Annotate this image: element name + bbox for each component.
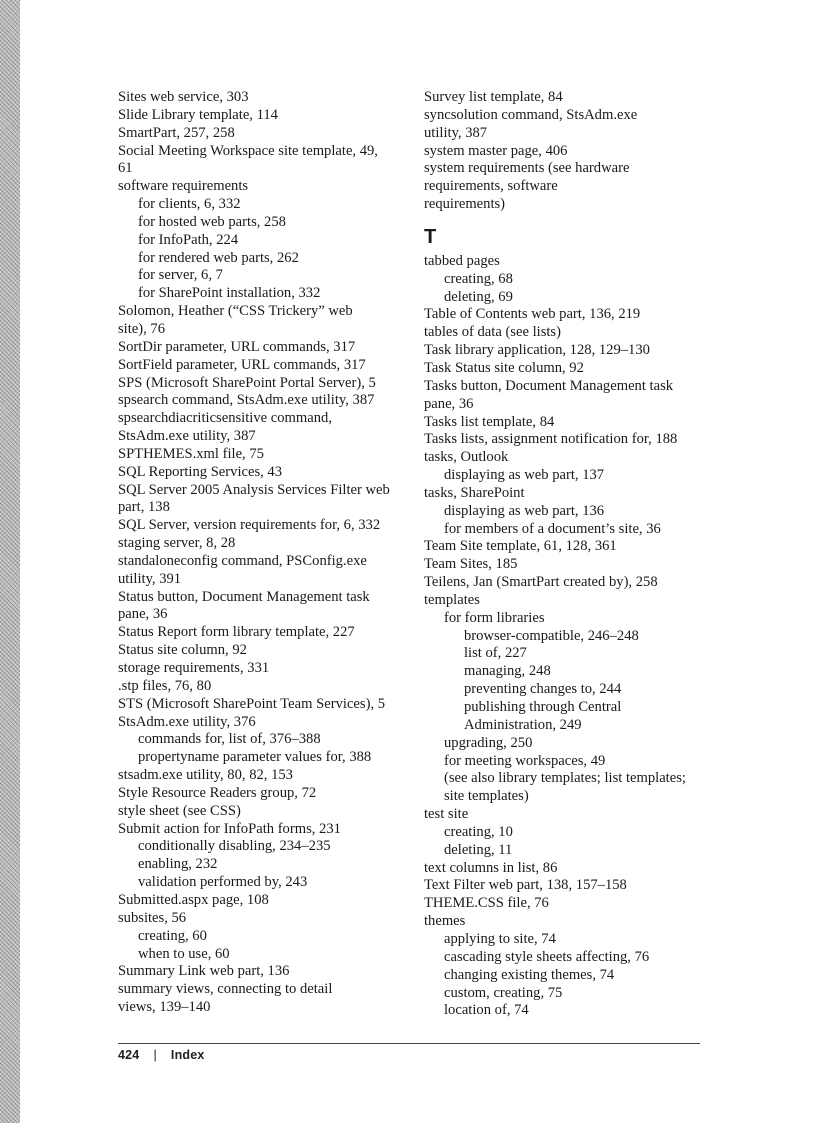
index-subentry xyxy=(424,503,724,521)
entry-text: displaying as web part, 136 xyxy=(444,502,605,519)
entry-text: cascading style sheets affecting, 76 xyxy=(444,948,650,965)
entry-text: for clients, 6, 332 xyxy=(138,196,241,213)
entry-continuation: Administration, 249 xyxy=(464,716,582,733)
entry-text: Submitted.aspx page, 108 xyxy=(118,891,269,908)
index-entry xyxy=(118,517,400,535)
index-subentry xyxy=(118,731,400,749)
index-subentry xyxy=(424,985,724,1003)
index-entry xyxy=(118,589,400,625)
index-entry xyxy=(424,592,724,610)
entry-text: THEME.CSS file, 76 xyxy=(424,895,549,912)
entry-text: stsadm.exe utility, 80, 82, 153 xyxy=(118,767,293,784)
entry-text: test site xyxy=(424,806,469,823)
index-letter-heading: T xyxy=(424,225,437,248)
index-entry xyxy=(118,464,400,482)
entry-text: for rendered web parts, 262 xyxy=(138,249,299,266)
entry-continuation: 61 xyxy=(118,160,133,177)
entry-text: subsites, 56 xyxy=(118,909,187,926)
index-entry xyxy=(424,324,724,342)
index-subentry xyxy=(424,628,724,646)
entry-text: for meeting workspaces, 49 xyxy=(444,752,606,769)
index-entry xyxy=(118,803,400,821)
entry-continuation: utility, 391 xyxy=(118,570,182,587)
entry-text: SPS (Microsoft SharePoint Portal Server), 5 xyxy=(118,374,376,391)
entry-text: system requirements (see hardware xyxy=(424,160,630,177)
entry-text: SmartPart, 257, 258 xyxy=(118,124,235,141)
entry-text: creating, 60 xyxy=(138,927,207,944)
index-entry xyxy=(118,767,400,785)
entry-text: Status Report form library template, 227 xyxy=(118,624,355,641)
index-entry xyxy=(424,485,724,503)
entry-text: custom, creating, 75 xyxy=(444,984,563,1001)
index-entry xyxy=(118,963,400,981)
entry-text: validation performed by, 243 xyxy=(138,874,308,891)
index-entry xyxy=(424,253,724,271)
entry-text: tabbed pages xyxy=(424,252,500,269)
entry-text: SQL Server, version requirements for, 6, 332 xyxy=(118,517,381,534)
entry-text: SortDir parameter, URL commands, 317 xyxy=(118,338,356,355)
entry-text: tasks, Outlook xyxy=(424,449,509,466)
index-entry xyxy=(118,535,400,553)
index-entry xyxy=(424,431,724,449)
index-entry xyxy=(424,574,724,592)
index-entry xyxy=(118,446,400,464)
index-subentry xyxy=(118,196,400,214)
entry-text: applying to site, 74 xyxy=(444,930,556,947)
index-entry xyxy=(424,342,724,360)
index-entry xyxy=(424,306,724,324)
index-entry xyxy=(424,877,724,895)
index-entry xyxy=(118,357,400,375)
index-entry xyxy=(118,553,400,589)
index-subentry xyxy=(424,467,724,485)
footer-rule xyxy=(118,1043,700,1044)
entry-continuation: requirements, software xyxy=(424,178,558,195)
entry-text: changing existing themes, 74 xyxy=(444,966,615,983)
index-subentry xyxy=(424,645,724,663)
index-entry xyxy=(424,160,724,214)
entry-text: software requirements xyxy=(118,178,249,195)
entry-text: templates xyxy=(424,591,480,608)
entry-continuation: utility, 387 xyxy=(424,124,488,141)
entry-text: tables of data (see lists) xyxy=(424,324,561,341)
entry-text: preventing changes to, 244 xyxy=(464,681,622,698)
index-entry xyxy=(118,624,400,642)
entry-text: Survey list template, 84 xyxy=(424,89,563,105)
index-entry xyxy=(118,178,400,196)
index-subentry xyxy=(424,770,724,806)
index-entry xyxy=(118,107,400,125)
entry-text: publishing through Central xyxy=(464,699,622,715)
entry-text: for form libraries xyxy=(444,609,545,626)
entry-text: Table of Contents web part, 136, 219 xyxy=(424,306,641,323)
entry-text: location of, 74 xyxy=(444,1002,529,1019)
index-subentry xyxy=(118,946,400,964)
entry-text: Slide Library template, 114 xyxy=(118,106,278,123)
entry-continuation: pane, 36 xyxy=(118,606,168,623)
entry-text: SQL Reporting Services, 43 xyxy=(118,463,283,480)
index-entry xyxy=(424,143,724,161)
index-subentry xyxy=(118,749,400,767)
entry-text: for hosted web parts, 258 xyxy=(138,213,286,230)
index-entry xyxy=(118,89,400,107)
entry-text: system master page, 406 xyxy=(424,142,568,159)
entry-text: Tasks list template, 84 xyxy=(424,413,555,430)
index-entry xyxy=(118,410,400,446)
entry-text: displaying as web part, 137 xyxy=(444,467,605,484)
entry-text: staging server, 8, 28 xyxy=(118,535,236,552)
entry-continuation: StsAdm.exe utility, 387 xyxy=(118,428,256,445)
section-title: Index xyxy=(170,1048,205,1062)
entry-text: (see also library templates; list templates; xyxy=(444,770,686,787)
entry-text: list of, 227 xyxy=(464,645,527,662)
index-entry xyxy=(424,89,724,107)
index-subentry xyxy=(424,949,724,967)
entry-text: storage requirements, 331 xyxy=(118,660,270,676)
entry-text: for InfoPath, 224 xyxy=(138,231,239,248)
index-column-left xyxy=(118,89,400,1017)
entry-text: creating, 10 xyxy=(444,823,513,840)
index-subentry xyxy=(424,931,724,949)
index-subentry xyxy=(118,214,400,232)
entry-text: Solomon, Heather (“CSS Trickery” web xyxy=(118,303,353,320)
index-entry xyxy=(424,895,724,913)
entry-text: summary views, connecting to detail xyxy=(118,981,333,998)
page-number: 424 xyxy=(118,1048,140,1062)
index-entry xyxy=(118,392,400,410)
index-entry xyxy=(118,714,400,732)
entry-continuation: site), 76 xyxy=(118,320,166,337)
index-subentry xyxy=(424,289,724,307)
index-subentry xyxy=(424,663,724,681)
entry-text: Team Sites, 185 xyxy=(424,556,518,573)
entry-text: syncsolution command, StsAdm.exe xyxy=(424,106,638,123)
entry-text: Status site column, 92 xyxy=(118,642,247,659)
entry-continuation: requirements) xyxy=(424,196,506,213)
entry-text: propertyname parameter values for, 388 xyxy=(138,749,372,766)
index-entry xyxy=(118,910,400,928)
index-entry xyxy=(118,143,400,179)
footer-separator: | xyxy=(153,1048,157,1062)
index-entry xyxy=(118,696,400,714)
index-entry xyxy=(424,414,724,432)
index-entry xyxy=(118,303,400,339)
index-entry xyxy=(424,538,724,556)
index-entry xyxy=(118,785,400,803)
entry-text: style sheet (see CSS) xyxy=(118,802,241,819)
index-subentry xyxy=(424,842,724,860)
entry-text: Status button, Document Management task xyxy=(118,588,370,605)
index-entry xyxy=(424,107,724,143)
index-subentry xyxy=(118,928,400,946)
entry-text: SQL Server 2005 Analysis Services Filter web xyxy=(118,481,390,498)
entry-text: Task library application, 128, 129–130 xyxy=(424,342,650,359)
entry-text: STS (Microsoft SharePoint Team Services), 5 xyxy=(118,695,386,712)
entry-text: Tasks lists, assignment notification for, 188 xyxy=(424,431,678,448)
index-entry xyxy=(118,375,400,393)
index-entry xyxy=(118,482,400,518)
entry-text: Submit action for InfoPath forms, 231 xyxy=(118,820,341,837)
index-entry xyxy=(424,556,724,574)
entry-continuation: part, 138 xyxy=(118,499,170,516)
entry-text: SPTHEMES.xml file, 75 xyxy=(118,445,264,462)
entry-text: deleting, 69 xyxy=(444,288,513,305)
index-subentry xyxy=(424,271,724,289)
index-entry xyxy=(118,892,400,910)
entry-text: text columns in list, 86 xyxy=(424,859,558,876)
entry-text: SortField parameter, URL commands, 317 xyxy=(118,356,366,373)
entry-text: conditionally disabling, 234–235 xyxy=(138,838,331,855)
index-subentry xyxy=(118,250,400,268)
index-subentry xyxy=(424,699,724,735)
index-subentry xyxy=(424,735,724,753)
entry-text: enabling, 232 xyxy=(138,856,218,873)
index-entry xyxy=(424,449,724,467)
index-subentry xyxy=(118,838,400,856)
entry-text: Team Site template, 61, 128, 361 xyxy=(424,538,617,555)
entry-continuation: site templates) xyxy=(444,788,529,805)
entry-text: StsAdm.exe utility, 376 xyxy=(118,713,256,730)
book-spine-edge xyxy=(0,0,20,1123)
index-entry xyxy=(118,981,400,1017)
index-subentry xyxy=(424,824,724,842)
index-entry xyxy=(118,642,400,660)
index-subentry xyxy=(118,267,400,285)
entry-text: Text Filter web part, 138, 157–158 xyxy=(424,877,627,894)
entry-text: Summary Link web part, 136 xyxy=(118,963,290,980)
index-subentry xyxy=(424,967,724,985)
index-subentry xyxy=(424,753,724,771)
index-entry xyxy=(424,860,724,878)
index-entry xyxy=(118,821,400,839)
index-entry xyxy=(118,339,400,357)
entry-text: upgrading, 250 xyxy=(444,734,533,751)
index-entry xyxy=(118,660,400,678)
entry-text: tasks, SharePoint xyxy=(424,484,525,501)
entry-text: Social Meeting Workspace site template, 49, xyxy=(118,142,378,159)
index-entry xyxy=(424,913,724,931)
index-entry xyxy=(424,360,724,378)
entry-text: Teilens, Jan (SmartPart created by), 258 xyxy=(424,574,658,591)
page-footer xyxy=(118,1048,205,1062)
entry-text: spsearchdiacriticsensitive command, xyxy=(118,410,332,427)
index-entry xyxy=(424,378,724,414)
index-subentry xyxy=(424,610,724,628)
index-entry xyxy=(424,806,724,824)
entry-text: managing, 248 xyxy=(464,663,551,680)
index-subentry xyxy=(424,521,724,539)
index-subentry xyxy=(118,856,400,874)
index-subentry xyxy=(118,285,400,303)
entry-text: for server, 6, 7 xyxy=(138,267,223,284)
entry-text: creating, 68 xyxy=(444,270,513,287)
index-subentry xyxy=(424,681,724,699)
entry-text: .stp files, 76, 80 xyxy=(118,677,212,694)
entry-text: standaloneconfig command, PSConfig.exe xyxy=(118,552,367,569)
entry-text: spsearch command, StsAdm.exe utility, 387 xyxy=(118,392,375,409)
entry-text: themes xyxy=(424,913,466,930)
entry-text: when to use, 60 xyxy=(138,945,230,962)
entry-text: commands for, list of, 376–388 xyxy=(138,731,321,748)
entry-text: browser-compatible, 246–248 xyxy=(464,627,639,644)
index-subentry xyxy=(424,1002,724,1020)
entry-text: for members of a document’s site, 36 xyxy=(444,520,661,537)
index-entry xyxy=(118,125,400,143)
entry-text: Tasks button, Document Management task xyxy=(424,377,674,394)
entry-text: Style Resource Readers group, 72 xyxy=(118,784,317,801)
entry-continuation: views, 139–140 xyxy=(118,999,211,1016)
entry-text: Task Status site column, 92 xyxy=(424,359,584,376)
entry-text: Sites web service, 303 xyxy=(118,89,249,105)
entry-text: deleting, 11 xyxy=(444,841,513,858)
index-subentry xyxy=(118,874,400,892)
index-entry xyxy=(118,678,400,696)
entry-text: for SharePoint installation, 332 xyxy=(138,285,321,302)
entry-continuation: pane, 36 xyxy=(424,395,474,412)
index-subentry xyxy=(118,232,400,250)
index-column-right xyxy=(424,89,724,1020)
